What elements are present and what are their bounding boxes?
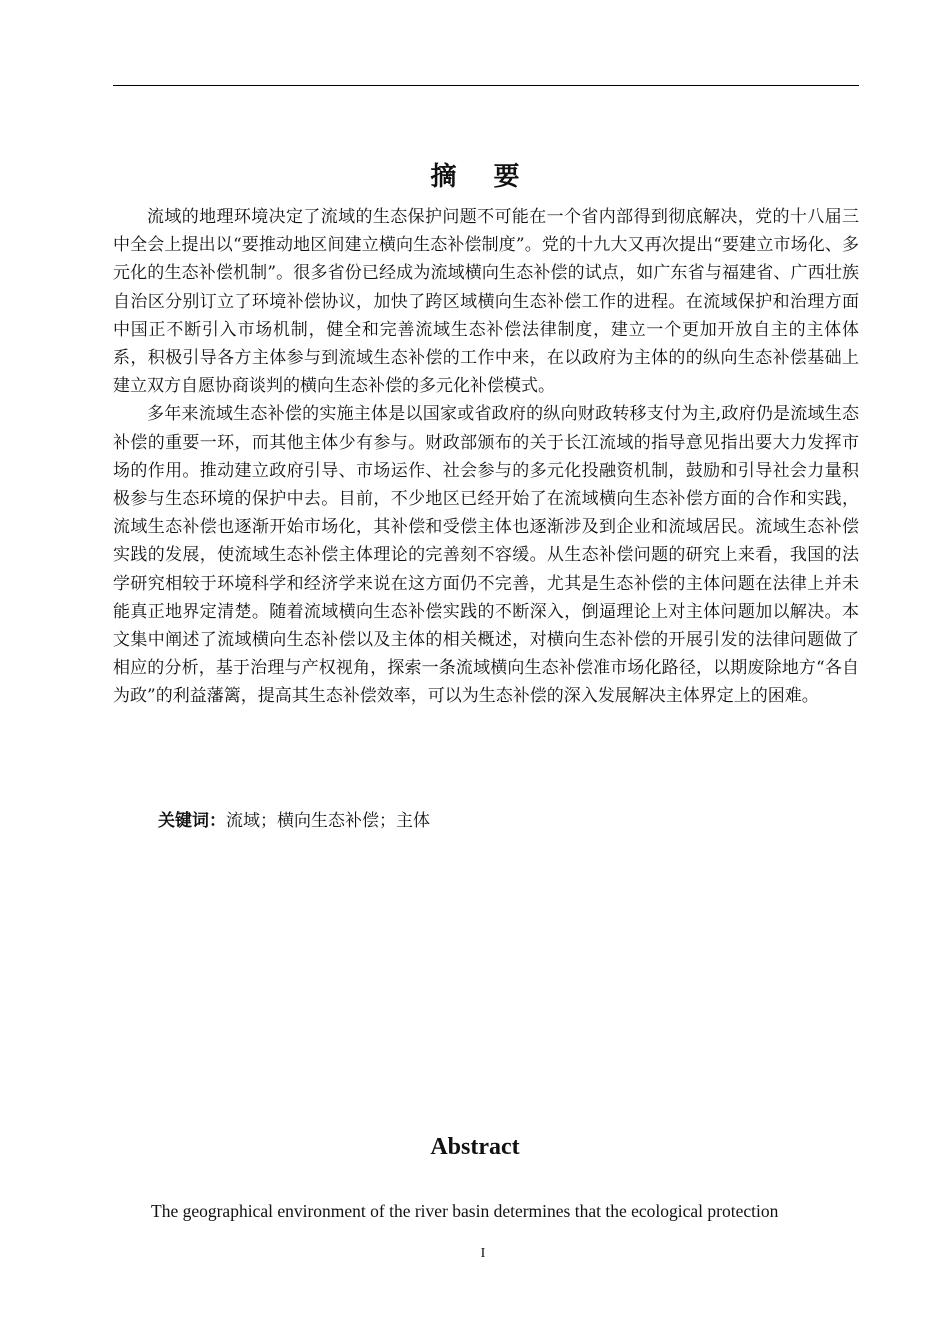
- header-rule: [113, 85, 859, 86]
- abstract-body-zh: [113, 203, 859, 711]
- abstract-title-en: Abstract: [430, 1134, 520, 1160]
- abstract-title-zh: 摘 要: [430, 162, 534, 192]
- abstract-paragraph-en: The geographical environment of the river basin determines that the ecological protection: [151, 1201, 779, 1221]
- page-number: I: [480, 1246, 486, 1261]
- keywords-label: 关键词：: [158, 811, 226, 831]
- abstract-paragraph-2: 多年来流域生态补偿的实施主体是以国家或省政府的纵向财政转移支付为主,政府仍是流域生态补偿的重要一环，而其他主体少有参与。财政部颁布的关于长江流域的指导意见指出要大力发挥市场的作用。推动建立政府引导、市场运作、社会参与的多元化投融资机制，鼓励和引导社会力量积极参与生态环境的保护中去。目前，不少地区已经开始了在流域横向生态补偿方面的合作和实践，流域生态补偿也逐渐开始市场化，其补偿和受偿主体也逐渐涉及到企业和流域居民。流域生态补偿实践的发展，使流域生态补偿主体理论的完善刻不容缓。从生态补偿问题的研究上来看，我国的法学研究相较于环境科学和经济学来说在这方面仍不完善，尤其是生态补偿的主体问题在法律上并未能真正地界定清楚。随着流域横向生态补偿实践的不断深入，倒逼理论上对主体问题加以解决。本文集中阐述了流域横向生态补偿以及主体的相关概述，对横向生态补偿的开展引发的法律问题做了相应的分析，基于治理与产权视角，探索一条流域横向生态补偿准市场化路径，以期废除地方“各自为政”的利益藩篱，提高其生态补偿效率，可以为生态补偿的深入发展解决主体界定上的困难。: [113, 404, 859, 707]
- abstract-paragraph-1: 流域的地理环境决定了流域的生态保护问题不可能在一个省内部得到彻底解决，党的十八届三中全会上提出以“要推动地区间建立横向生态补偿制度”。党的十九大又再次提出“要建立市场化、多元化的生态补偿机制”。很多省份已经成为流域横向生态补偿的试点，如广东省与福建省、广西壮族自治区分别订立了环境补偿协议，加快了跨区域横向生态补偿工作的进程。在流域保护和治理方面中国正不断引入市场机制，健全和完善流域生态补偿法律制度，建立一个更加开放自主的主体体系，积极引导各方主体参与到流域生态补偿的工作中来，在以政府为主体的的纵向生态补偿基础上建立双方自愿协商谈判的横向生态补偿的多元化补偿模式。: [113, 207, 859, 397]
- keywords-line: [158, 806, 430, 831]
- keywords-value: 流域；横向生态补偿；主体: [226, 811, 430, 831]
- abstract-body-en: [113, 1197, 859, 1225]
